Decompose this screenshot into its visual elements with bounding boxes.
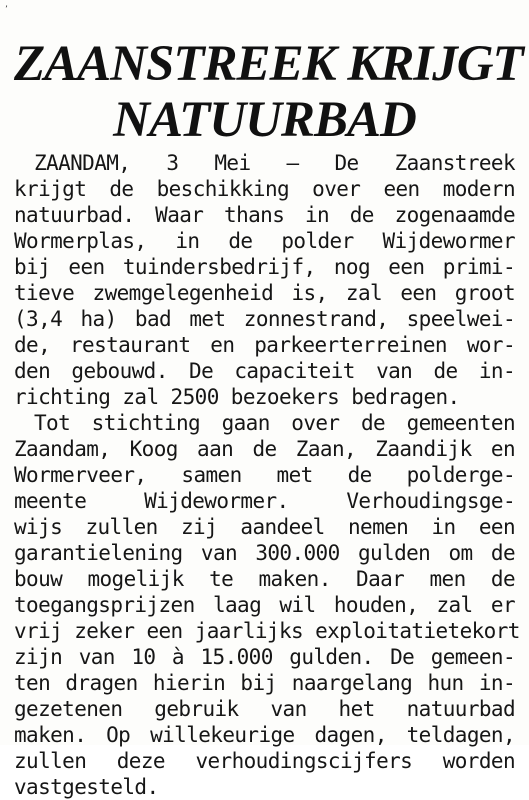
- article-line: natuurbad. Waar thans in de zogenaamde: [14, 203, 515, 227]
- article-line: de, restaurant en parkeerterreinen wor-: [14, 333, 515, 357]
- article-line: den gebouwd. De capaciteit van de in-: [14, 359, 515, 383]
- article-line: krijgt de beschikking over een modern: [14, 177, 515, 201]
- article-line: wijs zullen zij aandeel nemen in een: [14, 515, 515, 539]
- article-line: vrij zeker een jaarlijks exploitatietekort: [14, 619, 520, 643]
- article-line: zijn van 10 à 15.000 gulden. De gemeen-: [14, 645, 515, 669]
- article-line: maken. Op willekeurige dagen, teldagen,: [14, 723, 515, 747]
- article-line: richting zal 2500 bezoekers bedragen.: [14, 385, 460, 409]
- article-line: garantielening van 300.000 gulden om de: [14, 541, 515, 565]
- article-line: Zaandam, Koog aan de Zaan, Zaandijk en: [14, 437, 515, 461]
- article-line: gezetenen gebruik van het natuurbad: [14, 697, 515, 721]
- headline: [14, 0, 523, 148]
- article-line: zullen deze verhoudingscijfers worden: [14, 749, 515, 773]
- article-line: Wormerplas, in de polder Wijdewormer: [14, 229, 515, 253]
- article-line: tieve zwemgelegenheid is, zal een groot: [14, 281, 515, 305]
- corner-mark: ’: [5, 5, 8, 15]
- article-line: vastgesteld.: [14, 775, 159, 799]
- article-line: toegangsprijzen laag wil houden, zal er: [14, 593, 515, 617]
- article-line: Tot stichting gaan over de gemeenten: [34, 411, 515, 435]
- article-body: [14, 150, 520, 800]
- article-line: meente Wijdewormer. Verhoudingsge-: [14, 489, 515, 513]
- article-line: ZAANDAM, 3 Mei — De Zaanstreek: [34, 151, 515, 175]
- article-line: ten dragen hierin bij naargelang hun in-: [14, 671, 515, 695]
- article-line: bouw mogelijk te maken. Daar men de: [14, 567, 515, 591]
- headline-line-2: NATUURBAD: [113, 92, 416, 148]
- article-line: bij een tuindersbedrijf, nog een primi-: [14, 255, 515, 279]
- article-line: (3,4 ha) bad met zonnestrand, speelwei-: [14, 307, 515, 331]
- headline-line-1: ZAANSTREEK KRIJGT: [14, 36, 523, 92]
- paragraph-1: [14, 150, 515, 410]
- article-line: Wormerveer, samen met de polderge-: [14, 463, 515, 487]
- paragraph-2: [14, 410, 520, 800]
